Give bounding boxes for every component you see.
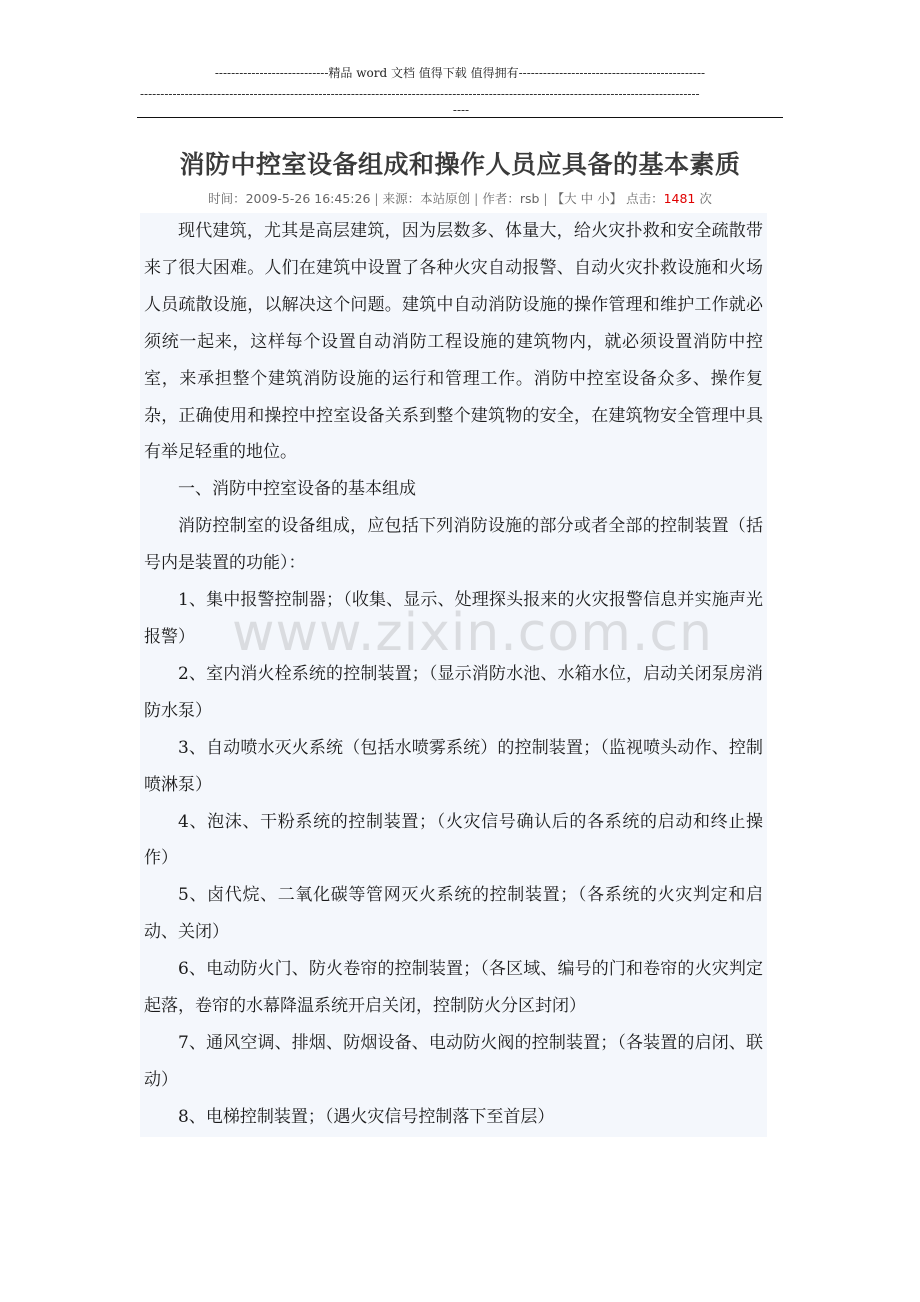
publish-time: 2009-5-26 16:45:26 — [245, 191, 371, 206]
list-item: 7、通风空调、排烟、防烟设备、电动防火阀的控制装置；（各装置的启闭、联动） — [144, 1032, 763, 1090]
hits-unit: 次 — [699, 191, 712, 206]
article-author: rsb — [519, 191, 540, 206]
document-banner-top: ----------------------------精品 word 文档 值得下载 值得拥有---------------------------------------------- — [214, 66, 706, 80]
banner-dash-tail: ---- — [452, 103, 470, 117]
author-label: 作者： — [482, 191, 520, 206]
site-watermark: www.zixin.com.cn — [232, 603, 713, 663]
hit-count: 1481 — [663, 191, 696, 206]
list-item: 8、电梯控制装置；（遇火灾信号控制落下至首层） — [178, 1106, 555, 1127]
document-banner-divider — [140, 86, 782, 118]
paragraph: 消防控制室的设备组成，应包括下列消防设施的部分或者全部的控制装置（括号内是装置的功能）： — [144, 516, 763, 574]
list-item: 3、自动喷水灭火系统（包括水喷雾系统）的控制装置；（监视喷头动作、控制喷淋泵） — [144, 737, 763, 795]
header-rule — [137, 117, 783, 118]
article-meta — [140, 189, 780, 207]
hits-label: 点击： — [626, 191, 664, 206]
article-title: 消防中控室设备组成和操作人员应具备的基本素质 — [179, 150, 741, 179]
list-item: 6、电动防火门、防火卷帘的控制装置；（各区域、编号的门和卷帘的火灾判定起落，卷帘的水幕降温系统开启关闭，控制防火分区封闭） — [144, 959, 763, 1017]
paragraph-intro: 现代建筑，尤其是高层建筑，因为层数多、体量大，给火灾扑救和安全疏散带来了很大困难。人们在建筑中设置了各种火灾自动报警、自动火灾扑救设施和火场人员疏散设施，以解决这个问题。建筑中自动消防设施的操作管理和维护工作就必须统一起来，这样每个设置自动消防工程设施的建筑物内，就必须设置消防中控室，来承担整个建筑消防设施的运行和管理工作。消防中控室设备众多、操作复杂，正确使用和操控中控室设备关系到整个建筑物的安全，在建筑物安全管理中具有举足轻重的地位。 — [144, 221, 763, 463]
section-heading: 一、消防中控室设备的基本组成 — [178, 479, 416, 500]
source-label: 来源： — [382, 191, 421, 206]
time-label: 时间： — [208, 191, 246, 206]
list-item: 1、集中报警控制器；（收集、显示、处理探头报来的火灾报警信息并实施声光报警） — [144, 590, 763, 647]
article-body — [140, 213, 767, 1137]
meta-separator: | — [374, 191, 379, 206]
article-source: 本站原创 — [420, 191, 471, 206]
font-size-switch[interactable]: 【大 中 小】 — [551, 191, 623, 206]
list-item: 4、泡沫、干粉系统的控制装置；（火灾信号确认后的各系统的启动和终止操作） — [144, 811, 763, 869]
list-item: 2、室内消火栓系统的控制装置；（显示消防水池、水箱水位，启动关闭泵房消防水泵） — [144, 663, 763, 721]
list-item: 5、卤代烷、二氧化碳等管网灭火系统的控制装置；（各系统的火灾判定和启动、关闭） — [144, 885, 763, 943]
meta-separator: | — [543, 191, 548, 206]
banner-dash-line: ------------------------------------------------------------------------------------------------------------------------------------------ — [140, 87, 700, 101]
meta-separator: | — [474, 191, 479, 206]
